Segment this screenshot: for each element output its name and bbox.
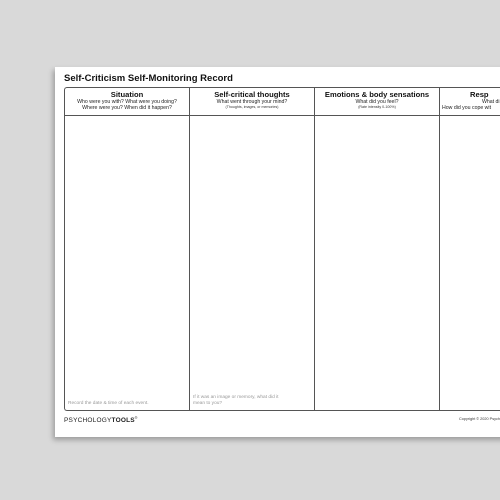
column-emotions: [315, 88, 440, 410]
column-subtitle: How did you cope wit: [442, 105, 492, 112]
column-subtitle: What went through your mind?: [216, 99, 288, 105]
column-header: [440, 88, 500, 116]
column-title: Emotions & body sensations: [324, 90, 430, 99]
copyright-notice: Copyright © 2020 Psych: [459, 417, 500, 421]
logo-mark: ®: [134, 416, 138, 420]
column-subtitle: (Thoughts, images, or memories): [225, 105, 279, 110]
column-self-critical-thoughts: [190, 88, 315, 410]
column-situation: [65, 88, 190, 410]
column-title: Resp: [470, 90, 489, 99]
column-subtitle: Where were you? When did it happen?: [82, 105, 172, 112]
worksheet-title: Self-Criticism Self-Monitoring Record: [64, 73, 233, 84]
logo-text-bold: TOOLS: [111, 417, 135, 425]
logo-text: PSYCHOLOGY: [64, 417, 112, 425]
column-header: [65, 88, 189, 116]
column-subtitle: What di: [482, 99, 500, 105]
column-title: Situation: [110, 90, 144, 99]
column-header: [190, 88, 314, 116]
record-table: [64, 87, 500, 411]
column-hint-line: mean to you?: [193, 401, 223, 406]
psychology-tools-logo: [64, 416, 138, 424]
column-header: [315, 88, 439, 116]
column-hint-line: If it was an image or memory, what did it: [193, 395, 279, 400]
column-subtitle: What did you feel?: [355, 99, 399, 105]
column-response: [440, 88, 500, 410]
column-title: Self-critical thoughts: [214, 90, 290, 99]
column-hint-line: Record the date & time of each event.: [68, 401, 149, 406]
column-subtitle: (Rate intensity 0-100%): [358, 105, 396, 110]
column-hint: [68, 401, 149, 407]
worksheet-page: [55, 67, 500, 437]
column-subtitle: Who were you with? What were you doing?: [77, 99, 177, 105]
column-hint: [193, 395, 279, 407]
